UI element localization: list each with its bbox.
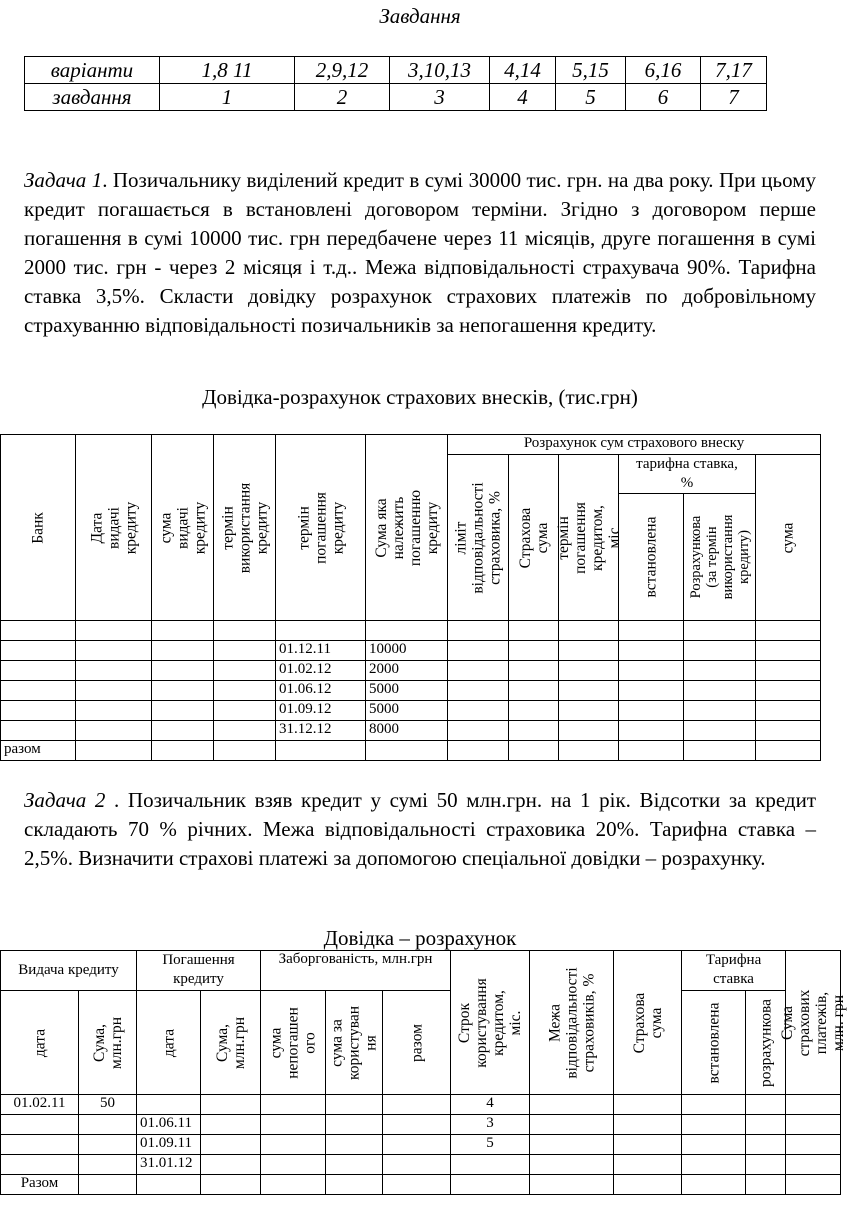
header-text: встановлена (705, 1002, 723, 1083)
header-use-sum (326, 991, 383, 1095)
repay-amount-cell: 8000 (366, 721, 448, 741)
term-cell: 5 (451, 1135, 530, 1155)
header-liability-limit (448, 455, 509, 621)
header-text: Сума, млн.грн (213, 1016, 248, 1069)
header-issue-sum (79, 991, 137, 1095)
repay-date-cell: 31.01.12 (137, 1155, 201, 1175)
header-sum (756, 455, 821, 621)
header-text: дата (160, 1028, 177, 1057)
header-text: сума видачі кредиту (157, 501, 208, 554)
header-text: Дата видачі кредиту (88, 501, 139, 554)
header-text: дата (31, 1028, 48, 1057)
repay-date-cell: 01.09.11 (137, 1135, 201, 1155)
variants-table (24, 56, 767, 111)
header-repay-sum (201, 991, 261, 1095)
header-repay-sum (366, 435, 448, 621)
variant-cell: 3,10,13 (390, 57, 490, 84)
repay-date-cell: 31.12.12 (276, 721, 366, 741)
header-issue-sum (152, 435, 214, 621)
task-cell: 1 (160, 84, 295, 111)
header-text: розрахункова (757, 998, 775, 1087)
repay-amount-cell: 5000 (366, 701, 448, 721)
term-cell: 3 (451, 1115, 530, 1135)
variant-cell: 6,16 (626, 57, 701, 84)
header-text: Сума страхових платежів, млн. грн (779, 989, 847, 1056)
issue-date-cell (1, 1155, 79, 1175)
variants-row (25, 57, 767, 84)
issue-sum-cell (79, 1155, 137, 1175)
header-rate-calc (684, 494, 756, 621)
header-text: Банк (29, 511, 47, 544)
repay-date-cell: 01.06.11 (137, 1115, 201, 1135)
task1-label: Задача 1 (24, 168, 103, 192)
header-text: Розрахункова (за термін використання кредиту) (687, 514, 752, 600)
task-cell: 6 (626, 84, 701, 111)
header-rate-calc (746, 991, 786, 1095)
repay-amount-cell: 10000 (366, 641, 448, 661)
header-text: Строк користування кредитом, міс. (456, 977, 525, 1068)
table-row (1, 1115, 841, 1135)
header-rate-set (619, 494, 684, 621)
header-unpaid-sum (261, 991, 326, 1095)
header-liability-limit (530, 951, 614, 1095)
repay-date-cell: 01.12.11 (276, 641, 366, 661)
task2-text: . Позичальник взяв кредит у сумі 50 млн.грн. на 1 рік. Відсотки за кредит складають 70 % річних. Межа відповідальності страховика 20%. Тарифна ставка – 2,5%. Визначити страхові платежі за допомогою спеціальної довідки – розрахунку. (24, 788, 816, 870)
issue-date-cell (1, 1115, 79, 1135)
insurance-calc-table (0, 434, 821, 761)
task1-paragraph (24, 166, 816, 340)
repay-date-cell (276, 621, 366, 641)
total-label: разом (1, 741, 76, 761)
header-text: термін погашення кредитом, міс (554, 501, 623, 574)
header-rate-set (682, 991, 746, 1095)
variant-cell: 5,15 (556, 57, 626, 84)
header-issue-date (76, 435, 152, 621)
issue-date-cell (1, 1135, 79, 1155)
term-cell (451, 1155, 530, 1175)
header-text: сума (779, 522, 797, 553)
group-header: Розрахунок сум страхового внеску (448, 435, 821, 455)
total-row (1, 1175, 841, 1195)
table-row (1, 621, 821, 641)
issue-sum-cell (79, 1115, 137, 1135)
task-cell: 2 (295, 84, 390, 111)
task-cell: 7 (701, 84, 767, 111)
row-label: варіанти (25, 57, 160, 84)
header-use-term (214, 435, 276, 621)
task-cell: 3 (390, 84, 490, 111)
table-row (1, 681, 821, 701)
header-insured-sum (509, 455, 559, 621)
header-issue-date (1, 991, 79, 1095)
table-row (1, 1095, 841, 1115)
header-text: сума за користуван ня (328, 1005, 380, 1080)
tasks-row (25, 84, 767, 111)
variant-cell: 1,8 11 (160, 57, 295, 84)
header-repay-term (276, 435, 366, 621)
table-row (1, 701, 821, 721)
header-text: встановлена (642, 516, 660, 598)
header-text: термін погашення кредиту (295, 491, 346, 564)
issue-sum-cell (79, 1135, 137, 1155)
credit-calc-table (0, 950, 847, 1195)
repay-date-cell: 01.06.12 (276, 681, 366, 701)
task1-text: . Позичальнику виділений кредит в сумі 30000 тис. грн. на два року. При цьому кредит погашається в встановлені договором терміни. Згідно з договором перше погашення в сумі 10000 тис. грн передбачене через 11 місяців, друге погашення в сумі 2000 тис. грн - через 2 місяця і т.д.. Межа відповідальності страхувача 90%. Тарифна ставка 3,5%. Скласти довідку розрахунок страхових платежів по добровільному страхуванню відповідальності позичальників за непогашення кредиту. (24, 168, 817, 337)
repay-date-cell: 01.09.12 (276, 701, 366, 721)
repay-date-cell: 01.02.12 (276, 661, 366, 681)
task-cell: 5 (556, 84, 626, 111)
group-header-debt: Заборгованість, млн.грн (261, 951, 451, 991)
header-text: ліміт відповідальності страховика, % (452, 481, 504, 594)
variant-cell: 4,14 (490, 57, 556, 84)
header-repay-date (137, 991, 201, 1095)
table1-caption: Довідка-розрахунок страхових внесків, (тис.грн) (202, 385, 638, 409)
header-tariff-rate: тарифна ставка, % (619, 455, 756, 494)
issue-sum-cell: 50 (79, 1095, 137, 1115)
row-label: завдання (25, 84, 160, 111)
header-text: Страхова сума (630, 992, 665, 1053)
repay-amount-cell: 2000 (366, 661, 448, 681)
issue-date-cell: 01.02.11 (1, 1095, 79, 1115)
group-header-issue: Видача кредиту (1, 951, 137, 991)
header-use-term (451, 951, 530, 1095)
term-cell: 4 (451, 1095, 530, 1115)
header-text: сума непогашен ого (267, 1006, 319, 1079)
variant-cell: 2,9,12 (295, 57, 390, 84)
header-repay-months (554, 455, 623, 621)
variant-cell: 7,17 (701, 57, 767, 84)
table-row (1, 641, 821, 661)
page-title: Завдання (379, 4, 461, 28)
header-total (383, 991, 451, 1095)
task2-paragraph (24, 786, 816, 873)
group-header-repay: Погашення кредиту (137, 951, 261, 991)
header-text: разом (408, 1023, 426, 1062)
header-text: Межа відповідальності страховиків, % (546, 966, 598, 1079)
total-row (1, 741, 821, 761)
table-row (1, 721, 821, 741)
header-text: Страхова сума (516, 507, 551, 568)
repay-amount-cell (366, 621, 448, 641)
header-text: Сума, млн.грн (90, 1016, 125, 1069)
repay-date-cell (137, 1095, 201, 1115)
task-cell: 4 (490, 84, 556, 111)
table-row (1, 661, 821, 681)
table-row (1, 1155, 841, 1175)
total-label: Разом (1, 1175, 79, 1195)
header-payments-sum (779, 951, 847, 1095)
header-text: термін використання кредиту (219, 482, 270, 573)
header-bank (1, 435, 76, 621)
header-insured-sum (614, 951, 682, 1095)
header-text: Сума яка належить погашенню кредиту (372, 489, 441, 566)
repay-amount-cell: 5000 (366, 681, 448, 701)
group-header-tariff: Тарифна ставка (682, 951, 786, 991)
table-row (1, 1135, 841, 1155)
table2-caption: Довідка – розрахунок (323, 926, 517, 950)
task2-label: Задача 2 (24, 788, 106, 812)
